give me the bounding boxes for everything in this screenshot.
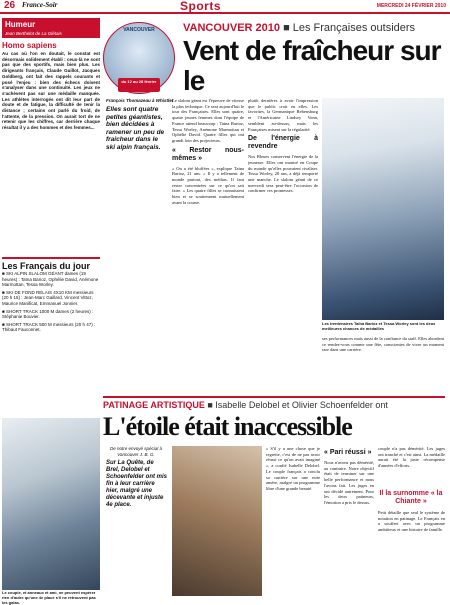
article-lead: Sur La Quête, de Brel, Delobel et Schoenfelder ont mis fin à leur carrière hier, malgré une décevante et injuste 4e place. <box>106 460 168 508</box>
article-column-1: Le slalom géant est l'épreuve de vitesse la plus technique. Ce sera aujourd'hui le tour des Françaises. Elles sont quatre, quatre jeunes femmes dont l'équipe de France attend beaucoup : Taïna Barioz, Tessa Worley, Anémone Marmottan et Ophélie David. Quatre filles qui ont grandi loin des projecteurs. « Restor nous-mêmes » « On a été bluffées », explique Taïna Barioz, 21 ans. « Il y a tellement de monde partout, des médias. Il faut rester concentrées sur ce qu'on sait faire. » Les quatre filles se connaissent bien et se soutiennent mutuellement avant la course. <box>172 98 244 205</box>
column-title: Homo sapiens <box>2 41 57 50</box>
newspaper-brand: France-Soir <box>22 1 58 9</box>
section-divider <box>103 396 445 398</box>
issue-date: MERCREDI 24 FÉVRIER 2010 <box>376 3 446 9</box>
article-column-1: « S'il y a une chose que je regrette, c'est de ne pas avoir réussi ce qu'on avait imaginé », a confié Isabelle Delobel. Le couple français a conclu sa carrière sur une note amère, malgré un programme libre d'une grande beauté. <box>266 446 320 491</box>
article-column-4: Petit détaille que seul le système de notation en patinage. Le Français en a souffert avec un programme ambitieux et une histoire de famille. <box>378 510 445 533</box>
list-item: ■ SHORT TRACK 1000 M dames (2 heures) : Stéphanie Bouvier. <box>2 308 94 320</box>
skier-photo <box>322 98 444 320</box>
photo-caption: Les trentenaires Taïna Barioz et Tessa Worley sont les deux meilleures chances de médailles <box>322 321 436 331</box>
article-byline: De notre envoyé spécial à Vancouver J. B. G. <box>109 446 163 457</box>
list-item: ■ SKI ALPIN SLALOM GÉANT dames (19 heures) : Taïna Barioz, Ophélie David, Anémone Marmottan, Tessa Worley. <box>2 271 99 288</box>
logo-dates: du 12 au 28 février <box>118 78 160 92</box>
subheading: « Restor nous-mêmes » <box>172 146 244 162</box>
subheading: « Pari réussi » <box>324 449 372 456</box>
article-column-3: ses performances mais aussi de la confiance du staff. Elles abordent ce rendez-vous comme une fête, conscientes de vivre un moment rare dans une carrière. <box>322 336 444 353</box>
article-lead: Elles sont quatre petites géantistes, bien décidées à ramener un peu de fraîcheur dans le ski alpin français. <box>106 106 165 151</box>
article-column-3: couple n'a pas démérité. Les juges ont tranché et c'est ainsi. La médaille aurait été la juste récompense d'années d'efforts. <box>378 446 445 469</box>
humeur-title: Humeur <box>2 18 100 31</box>
column-text: Au cas où l'on en doutait, le constat est désormais solidement établi : ceux-là ne sont pas que des sportifs, mais bien plus. Les dirigeants français, Claude Guillot, Jacques Goldberg, ont fait des rappels courants et posé l'enjeu : bien des échecs doivent s'analyser dans une continuité. Les jeux ne s'achèvent pas sur une médaille manquée. Les athlètes interrogés ont dit leur part de doute et de fatigue, la difficulté de tenir la distance ; certains ont parlé du froid, de l'attente, de la pression. On aurait tort de ne retenir que les chiffres, car derrière chaque résultat il y a des hommes et des femmes... <box>2 51 100 131</box>
subheading: Il la surnomme « la Chiante » <box>379 490 443 505</box>
article-kicker: VANCOUVER 2010 ■ Les Françaises outsiders <box>183 22 416 34</box>
french-athletes-list <box>2 271 100 333</box>
page-number: 26 <box>4 0 16 11</box>
article-headline: L'étoile était inaccessible <box>103 412 352 441</box>
list-item: ■ SKI DE FOND RELAIS 4X10 KM messieurs (20 h 15) : Jean-Marc Gaillard, Vincent Vittoz, Maurice Manificat, Emmanuel Jonnier. <box>2 289 94 306</box>
subheading: De l'énergie à revendre <box>248 135 318 151</box>
section-name: Sports <box>180 0 222 13</box>
left-sidebar <box>2 18 100 603</box>
humeur-byline: Jean Berthelot de La Glétais <box>2 31 100 38</box>
article-byline: François Thomazeau à Whistler <box>106 98 174 103</box>
article-column-2: « Pari réussi » Nous n'avons pas démérité, au contraire. Notre objectif était de terminer sur une belle performance et nous l'avons fait. Les juges en ont décidé autrement. Pour les deux patineurs, l'émotion a pris le dessus. <box>324 449 374 505</box>
article-column-2: plutôt dernières à avoir l'impression que le public croit en elles. Les favorites, la Germanique Rebensburg et l'Américaine Lindsey Vonn, semblent au-dessus, mais les Françaises misent sur la régularité. De l'énergie à revendre Nos Bleues conservent l'énergie de la jeunesse. Elles ont montré en Coupe du monde qu'elles pouvaient rivaliser. Tessa Worley, 20 ans, a déjà remporté une manche. Le slalom géant de ce mercredi sera peut-être l'occasion de confirmer ces promesses. <box>248 98 318 194</box>
page-header-bar <box>0 0 450 14</box>
skating-couple-photo <box>2 418 100 590</box>
list-item: ■ SHORT TRACK 500 M messieurs (20 h 47) : Thibaut Fauconnet. <box>2 321 96 333</box>
french-athletes-title: Les Français du jour <box>2 257 100 271</box>
article-headline: Vent de fraîcheur sur le <box>183 35 441 96</box>
logo-text: VANCOUVER <box>123 27 155 33</box>
article-kicker: PATINAGE ARTISTIQUE ■ Isabelle Delobel et Olivier Schoenfelder ont <box>103 400 388 410</box>
photo-caption: Le couple, et anneaux et ami, ne peuvent espérer rien d'autre qu'une 4e place s'il ne retrouvent pas les galas. <box>2 590 96 605</box>
skating-couple-photo <box>172 446 262 596</box>
